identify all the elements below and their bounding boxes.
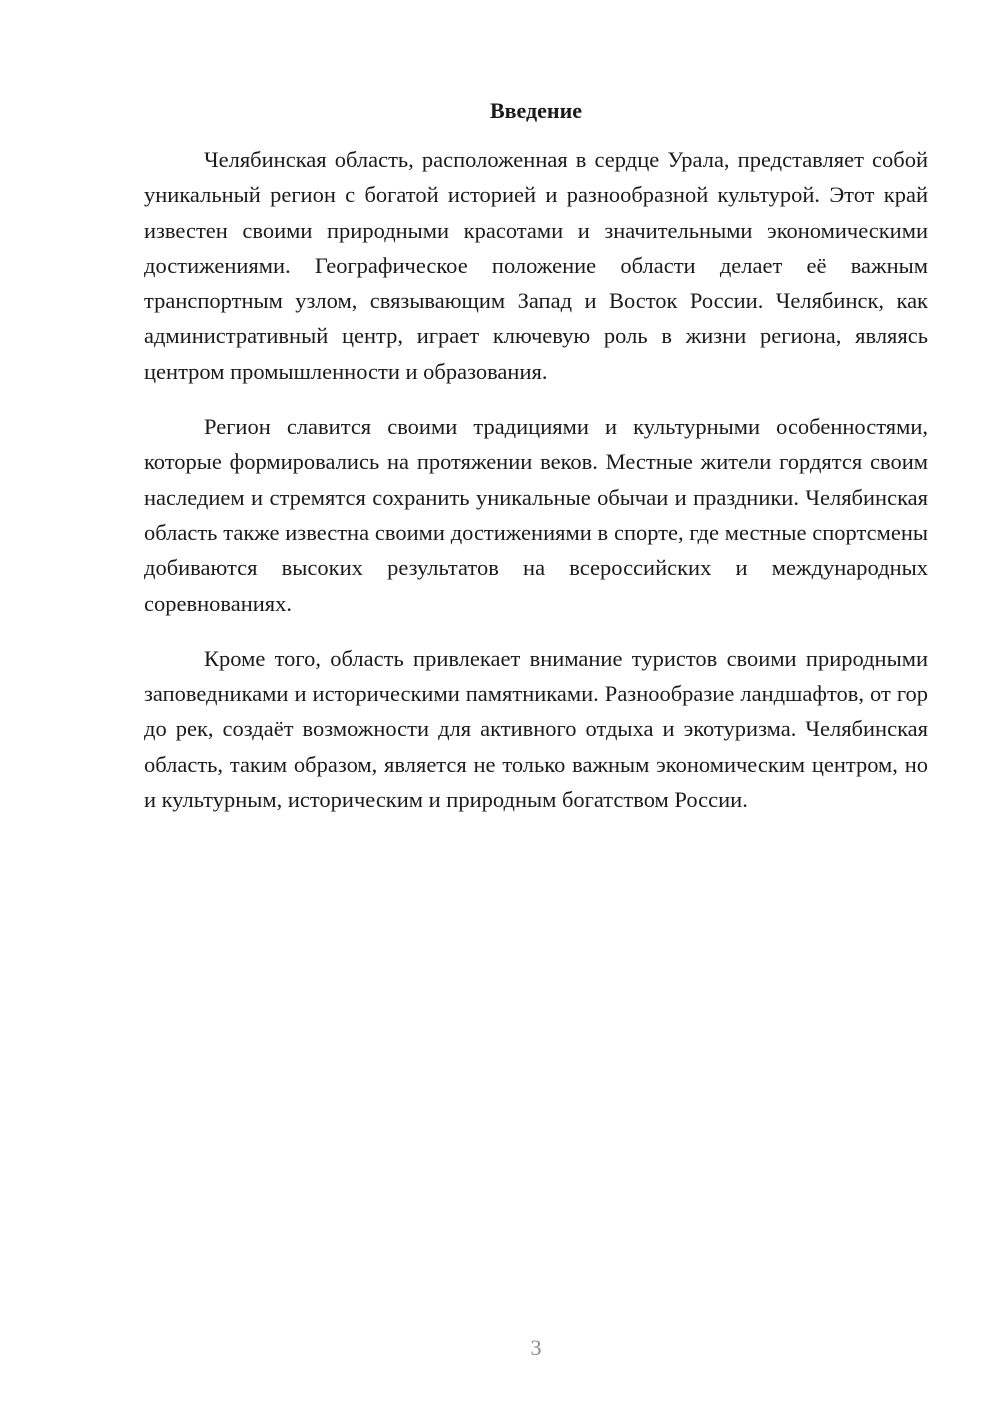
paragraph-3: Кроме того, область привлекает внимание туристов своими природными заповедниками и историческими памятниками. Разнообразие ландшафтов, от гор до рек, создаёт возможности для активного отдыха и экотуризма. Челябинская область, таким образом, является не только важным экономическим центром, но и культурным, историческим и природным богатством России. — [144, 645, 928, 813]
paragraph-1: Челябинская область, расположенная в сердце Урала, представляет собой уникальный регион с богатой историей и разнообразной культурой. Этот край известен своими природными красотами и значительными экономическими достижениями. Географическое положение области делает её важным транспортным узлом, связывающим Запад и Восток России. Челябинск, как административный центр, играет ключевую роль в жизни региона, являясь центром промышленности и образования. — [144, 147, 928, 384]
page-number: 3 — [530, 1335, 542, 1360]
paragraph-2: Регион славится своими традициями и культурными особенностями, которые формировались на протяжении веков. Местные жители гордятся своим наследием и стремятся сохранить уникальные обычаи и праздники. Челябинская область также известна своими достижениями в спорте, где местные спортсмены добиваются высоких результатов на всероссийских и международных соревнованиях. — [144, 414, 928, 616]
body-text — [144, 142, 928, 837]
section-heading: Введение — [489, 98, 583, 123]
